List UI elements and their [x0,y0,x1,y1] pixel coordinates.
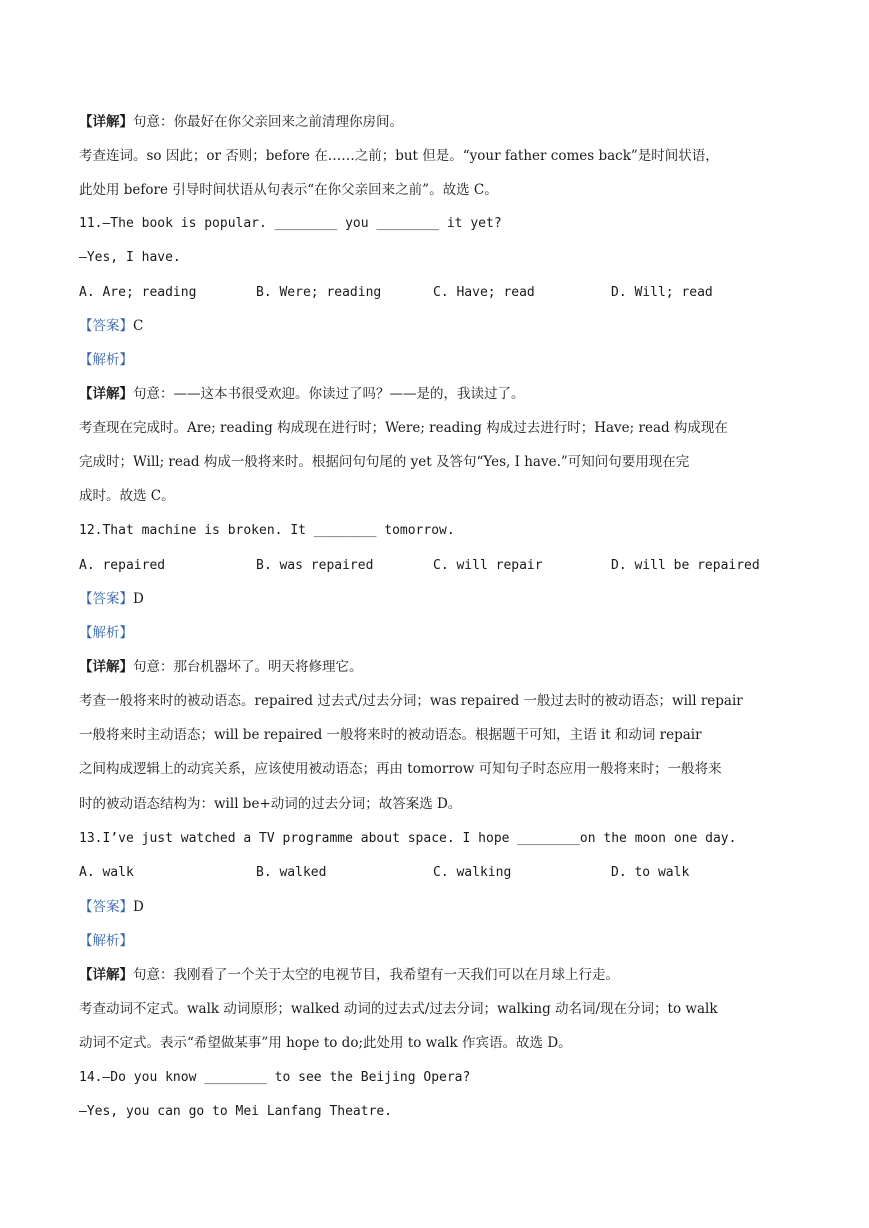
explanation-line: 成时。故选 C。 [79,488,175,504]
explanation-line: 动词不定式。表示“希望做某事”用 hope to do;此处用 to walk 作宾语。故选 D。 [79,1035,572,1051]
answer-tag: 【答案】 [79,318,133,334]
option-c: C. walking [433,865,512,880]
option-c: C. will repair [433,558,543,573]
option-b: B. walked [256,865,327,880]
detail-text: 句意：——这本书很受欢迎。你读过了吗？——是的，我读过了。 [133,386,525,402]
option-c: C. Have; read [433,285,535,300]
analysis-tag: 【解析】 [79,352,133,368]
answer-tag: 【答案】 [79,899,133,915]
answer-line [79,316,794,336]
detail-line [79,965,794,985]
detail-tag: 【详解】 [79,659,133,675]
explanation-line: 考查连词。so 因此；or 否则；before 在……之前；but 但是。“your father comes back”是时间状语， [79,148,719,164]
option-b: B. Were; reading [256,285,382,300]
question-13: 13.I’ve just watched a TV programme about space. I hope ________on the moon one day. [79,831,737,846]
analysis-line [79,350,794,370]
answer-line [79,589,794,609]
option-a: A. repaired [79,558,166,573]
option-d: D. Will; read [611,285,713,300]
analysis-line [79,931,794,951]
question-response: —Yes, you can go to Mei Lanfang Theatre. [79,1104,393,1119]
answer-tag: 【答案】 [79,591,133,607]
answer-value: C [133,318,144,334]
option-d: D. will be repaired [611,558,760,573]
detail-tag: 【详解】 [79,967,133,983]
question-14: 14.—Do you know ________ to see the Beijing Opera? [79,1070,471,1085]
analysis-tag: 【解析】 [79,933,133,949]
answer-line [79,897,794,917]
explanation-line: 时的被动语态结构为：will be+动词的过去分词；故答案选 D。 [79,796,462,812]
option-a: A. Are; reading [79,285,197,300]
detail-line [79,112,794,132]
explanation-line: 此处用 before 引导时间状语从句表示“在你父亲回来之前”。故选 C。 [79,182,498,198]
explanation-line: 考查动词不定式。walk 动词原形；walked 动词的过去式/过去分词；walking 动名词/现在分词；to walk [79,1001,718,1017]
explanation-line: 考查一般将来时的被动语态。repaired 过去式/过去分词；was repaired 一般过去时的被动语态；will repair [79,693,743,709]
detail-text: 句意：那台机器坏了。明天将修理它。 [133,659,363,675]
question-response: —Yes, I have. [79,250,181,265]
explanation-line: 完成时；Will; read 构成一般将来时。根据问句句尾的 yet 及答句“Yes, I have.”可知问句要用现在完 [79,454,690,470]
detail-text: 句意：你最好在你父亲回来之前清理你房间。 [133,114,403,130]
detail-tag: 【详解】 [79,386,133,402]
option-b: B. was repaired [256,558,374,573]
answer-value: D [133,591,144,607]
explanation-line: 之间构成逻辑上的动宾关系，应该使用被动语态；再由 tomorrow 可知句子时态应用一般将来时；一般将来 [79,761,722,777]
analysis-tag: 【解析】 [79,625,133,641]
detail-line [79,384,794,404]
option-a: A. walk [79,865,134,880]
answer-value: D [133,899,144,915]
option-d: D. to walk [611,865,690,880]
analysis-line [79,623,794,643]
detail-text: 句意：我刚看了一个关于太空的电视节目，我希望有一天我们可以在月球上行走。 [133,967,619,983]
explanation-line: 考查现在完成时。Are; reading 构成现在进行时；Were; reading 构成过去进行时；Have; read 构成现在 [79,420,728,436]
question-11: 11.—The book is popular. ________ you ________ it yet? [79,216,502,231]
explanation-line: 一般将来时主动语态；will be repaired 一般将来时的被动语态。根据题干可知，主语 it 和动词 repair [79,727,702,743]
detail-line [79,657,794,677]
question-12: 12.That machine is broken. It ________ tomorrow. [79,523,455,538]
detail-tag: 【详解】 [79,114,133,130]
